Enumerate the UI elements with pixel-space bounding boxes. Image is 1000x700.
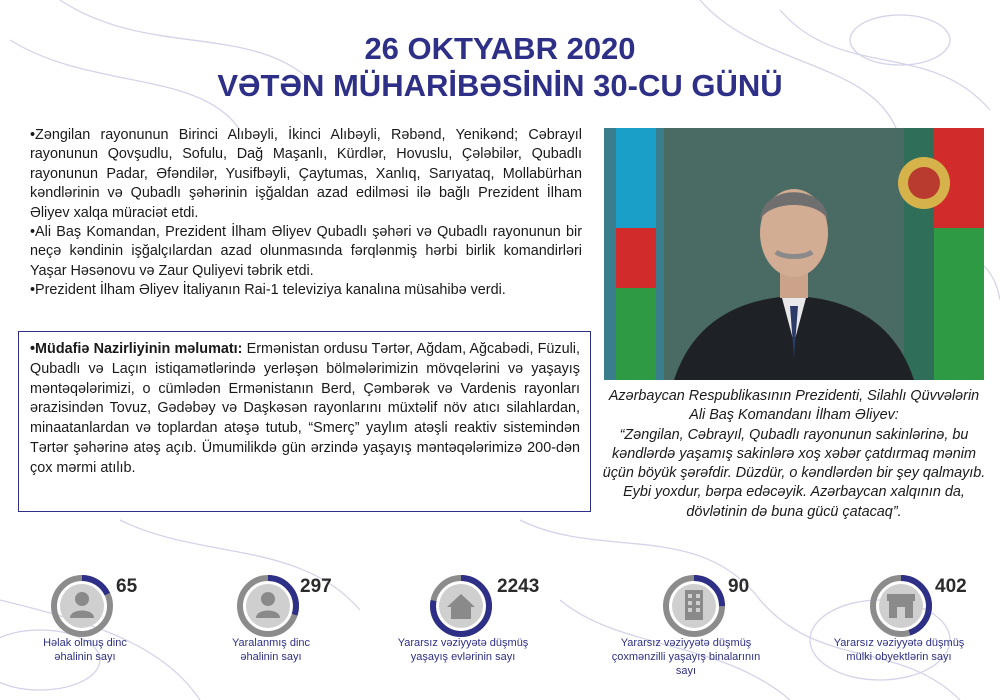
stat-damaged-houses [397, 570, 615, 690]
stat-label: Yararsız vəziyyətə düşmüş yaşayış evlərinin sayı [397, 637, 529, 663]
shop-icon [887, 594, 915, 618]
date-title: 26 OKTYABR 2020 [364, 31, 636, 66]
news-item: •Prezident İlham Əliyev İtaliyanın Rai-1 televiziya kanalına müsahibə verdi. [30, 282, 506, 299]
quote-text: “Zəngilan, Cəbrayıl, Qubadlı rayonunun sakinlərinə, bu kəndlərdə yaşamış sakinlərə xoş xəbər çatdırmaq mənim üçün böyük şərəfdir. Düzdür, o kəndlərdən bir şey qalmayıb. Eybi yoxdur, bərpa edəcəyik. Azərbaycan xalqının da, dövlətinin də buna gücü çatacaq”. [602, 426, 986, 520]
stat-donut [658, 570, 730, 642]
stat-label: Yararsız vəziyyətə düşmüş mülki obyektlərin sayı [833, 637, 965, 663]
stat-value: 297 [300, 576, 332, 597]
stat-label: Yararsız vəziyyətə düşmüş çoxmənzilli yaşayış binalarının sayı [611, 637, 761, 677]
news-item: •Ali Baş Komandan, Prezident İlham Əliyev Qubadlı şəhəri və Qubadlı rayonunun bir neçə kəndinin işğalçılardan azad olunmasında fərqlənmiş hərbi birlik komandirləri Yaşar Həsənovu və Zaur Quliyevi təbrik etdi. [30, 224, 582, 279]
stat-donut [425, 570, 497, 642]
president-quote [600, 387, 988, 522]
quote-attribution: Azərbaycan Respublikasının Prezidenti, Silahlı Qüvvələrin Ali Baş Komandanı İlham Əliyev: [608, 388, 980, 424]
stat-civilian-wounded [232, 570, 422, 690]
stat-label: Həlak olmuş dinc əhalinin sayı [43, 637, 127, 663]
stat-label: Yaralanmış dinc əhalinin sayı [231, 637, 311, 663]
stat-damaged-apartment-buildings [611, 570, 848, 690]
war-day-subtitle: VƏTƏN MÜHARİBƏSİNİN 30-CU GÜNÜ [217, 68, 783, 103]
stat-damaged-civil-objects [833, 570, 1000, 690]
defense-ministry-heading: •Müdafiə Nazirliyinin məlumatı: [30, 341, 243, 357]
defense-ministry-text [30, 340, 580, 479]
stat-donut [232, 570, 304, 642]
building-icon [685, 590, 703, 620]
stat-value: 402 [935, 576, 967, 597]
page-title [0, 30, 1000, 104]
president-photo [604, 128, 984, 380]
stat-civilian-deaths [43, 570, 236, 690]
stat-donut [865, 570, 937, 642]
defense-ministry-body: Ermənistan ordusu Tərtər, Ağdam, Ağcabədi, Füzuli, Qubadlı və Laçın istiqamətlərində yerləşən bölmələrimizin mövqelərini və yaşayış məntəqələrimizi, o cümlədən Ermənistanın Berd, Çəmbərək və Vardenis rayonları ərazisindən Tovuz, Gədəbəy və Daşkəsən rayonlarını müxtəlif növ atıcı silahlardan, minaatanlardan və toplardan atəşə tutub, “Smerç” yaylım atəşli reaktiv sistemindən Tərtər şəhərinə atəş açıb. Ümumilikdə gün ərzində yaşayış məntəqələrimizə 200-dən çox mərmi atılıb. [30, 341, 580, 476]
stat-value: 2243 [497, 576, 540, 597]
stat-value: 65 [116, 576, 138, 597]
stat-donut [46, 570, 118, 642]
news-item: •Zəngilan rayonunun Birinci Alıbəyli, İkinci Alıbəyli, Rəbənd, Yenikənd; Cəbrayıl rayonunun Qovşudlu, Sofulu, Dağ Maşanlı, Kürdlər, Hovuslu, Çələbilər, Qubadlı rayonunun Padar, Əfəndilər, Yusifbəyli, Çaytumas, Xanlıq, Sarıyataq, Mollabürhan kəndlərinin və Qubadlı şəhərinin işğaldan azad edilməsi ilə bağlı Prezident İlham Əliyev xalqa müraciət etdi. [30, 127, 582, 221]
stat-value: 90 [728, 576, 750, 597]
news-bullets [30, 126, 582, 301]
